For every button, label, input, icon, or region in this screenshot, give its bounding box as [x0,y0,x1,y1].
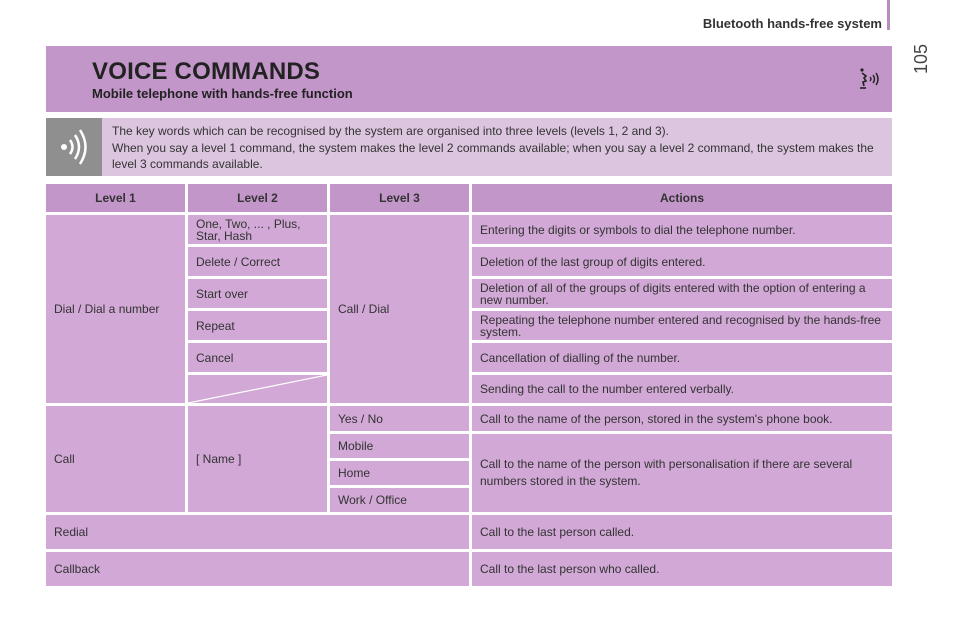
sound-waves-icon [46,118,102,176]
dial-action-cell: Entering the digits or symbols to dial the telephone number. [472,215,892,244]
header-level-2: Level 2 [188,184,327,212]
call-number-cell: Mobile [330,434,469,458]
header-level-1: Level 1 [46,184,185,212]
page-number: 105 [911,43,931,74]
header-rule [887,0,890,30]
call-level1-cell: Call [46,406,185,512]
voice-speaking-icon [856,66,882,92]
dial-action-cell: Cancellation of dialling of the number. [472,343,892,372]
header-level-3: Level 3 [330,184,469,212]
call-level2-cell: [ Name ] [188,406,327,512]
redial-cell: Redial [46,515,469,549]
call-numbers-action-cell: Call to the name of the person with personalisation if there are several numbers stored in the system. [472,434,892,512]
dial-level2-cell: One, Two, ... , Plus, Star, Hash [188,215,327,244]
redial-action-cell: Call to the last person called. [472,515,892,549]
callback-action-cell: Call to the last person who called. [472,552,892,586]
title-band [46,46,892,112]
info-text [112,123,882,173]
page-section-title: Bluetooth hands-free system [702,16,882,31]
call-number-cell: Home [330,461,469,485]
dial-action-cell: Sending the call to the number entered verbally. [472,375,892,403]
header-actions: Actions [472,184,892,212]
info-line-2: When you say a level 1 command, the system makes the level 2 commands available; when you say a level 2 command, the system makes the level 3 commands available. [112,140,874,171]
call-yes-no-cell: Yes / No [330,406,469,431]
dial-level1-cell: Dial / Dial a number [46,215,185,403]
dial-level2-cell: Start over [188,279,327,308]
dial-level2-cell: Repeat [188,311,327,340]
call-number-cell: Work / Office [330,488,469,512]
dial-action-cell: Deletion of the last group of digits entered. [472,247,892,276]
info-box [46,118,892,176]
page-subtitle: Mobile telephone with hands-free function [92,86,353,101]
page-title: VOICE COMMANDS [92,58,321,85]
dial-level3-cell: Call / Dial [330,215,469,403]
dial-action-cell: Repeating the telephone number entered and recognised by the hands-free system. [472,311,892,340]
call-yes-no-action-cell: Call to the name of the person, stored in the system's phone book. [472,406,892,431]
dial-action-cell: Deletion of all of the groups of digits entered with the option of entering a new number. [472,279,892,308]
info-line-1: The key words which can be recognised by the system are organised into three levels (levels 1, 2 and 3). [112,124,669,138]
info-icon-box [46,118,102,176]
dial-level2-cell: Cancel [188,343,327,372]
dial-level2-cell: Delete / Correct [188,247,327,276]
empty-cell-diagonal [188,375,327,403]
callback-cell: Callback [46,552,469,586]
